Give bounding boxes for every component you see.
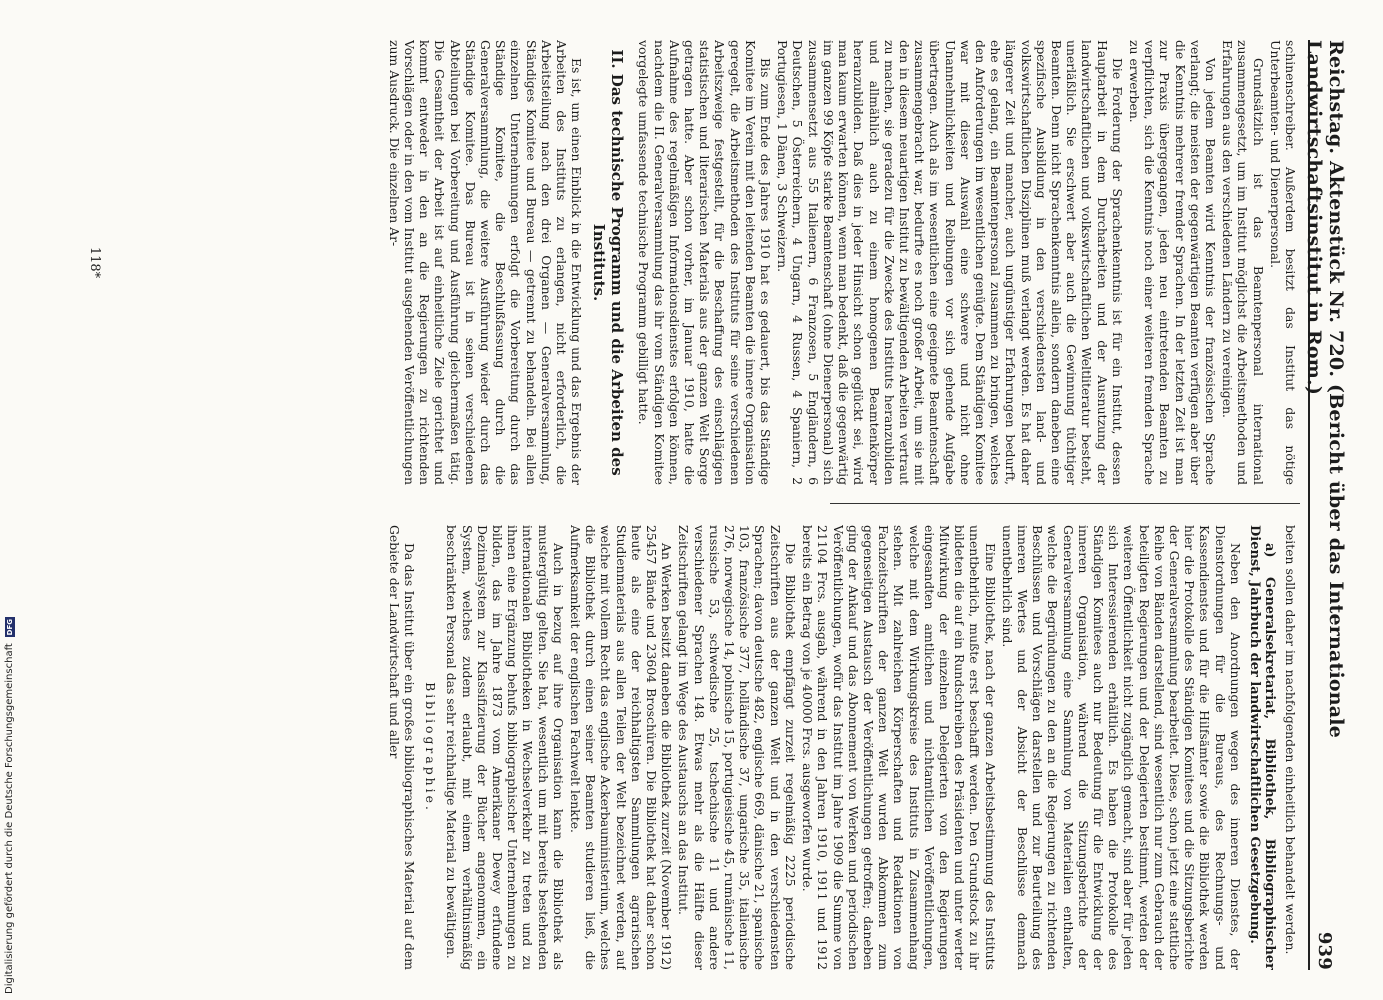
right-column bbox=[93, 525, 1298, 970]
column-divider bbox=[830, 503, 1300, 504]
left-paragraph-5: Bis zum Ende des Jahres 1910 hat es gedauert, bis das Ständige Komitee im Verein mit den leitenden Beamten die innere Organisation geregelt, die Arbeitsmethoden des Instituts für seine verschiedenen Arbeitszweige festgestellt, für die Beschaffung des einschlägigen statistischen und literarischen Materials aus der ganzen Welt Sorge getragen hatte. Aber schon vorher, im Januar 1910, hatte die Aufnahme des regelmäßigen Informationsdienstes erfolgen können, nachdem die II. Generalversammlung das ihr vom Ständigen Komitee vorgelegte umfassende technische Programm gebilligt hatte. bbox=[636, 40, 774, 485]
page-header-title: Reichstag. Aktenstück Nr. 720. (Bericht über das Internationale Landwirtschaftsinstitut in Rom.) bbox=[1303, 40, 1347, 739]
dfg-logo-icon: DFG bbox=[5, 618, 14, 636]
left-paragraph-4: Die Forderung der Sprachenkenntnis ist für ein Institut, dessen Hauptarbeit in dem Durcharbeiten und der Ausnutzung der landwirtschaftlichen und volkswirtschaftlichen Weltliteratur besteht, unerläßlich. Sie erschwert aber auch die Gewinnung tüchtiger Beamten. Denn nicht Sprachenkenntnis allein, sondern daneben eine spezifische Ausbildung in den verschiedensten land- und volkswirtschaftlichen Disziplinen muß verlangt werden. Es hat daher längerer Zeit und mancher, auch ungünstiger Erfahrungen bedurft, ehe es gelang, ein Beamtenpersonal zusammen zu bringen, welches den Anforderungen im wesentlichen genügte. Dem Ständigen Komitee war mit dieser Auswahl eine schwere und nicht ohne Unannehmlichkeiten und Reibungen vor sich gehende Aufgabe übertragen. Auch als im wesentlichen eine geeignete Beamtenschaft zusammengebracht war, bedurfte es noch großer Arbeit, um sie mit den in diesem neuartigen Institut zu bewältigenden Arbeiten vertraut zu machen, sie geradezu für die Zwecke des Instituts heranzubilden und allmählich auch zu einem homogenen Beamtenkörper heranzubilden. Daß dies in jeder Hinsicht schon geglückt sei, wird man kaum erwarten können, wenn man bedenkt, daß die gegenwärtig im ganzen 99 Köpfe starke Beamtenschaft (ohne Dienerpersonal) sich zusammensetzt aus 55 Italienern, 6 Franzosen, 5 Engländern, 6 Deutschen, 5 Österreichern, 4 Ungarn, 4 Russen, 4 Spaniern, 2 Portugiesen, 1 Dänen, 3 Schweizern. bbox=[775, 40, 1125, 485]
funding-note bbox=[4, 617, 15, 994]
right-paragraph-6: Auch in bezug auf ihre Organisation kann die Bibliothek als mustergültig gelten. Sie hat, wesentlich um mit bereits bestehenden internationalen Bibliotheken in Wechselverkehr zu treten und zu ihnen eine Ergänzung behufs bibliographischer Unternehmungen zu bilden, das im Jahre 1873 vom Amerikaner Dewey erfundene Dezimalsystem zur Klassifizierung der Bücher angenommen, ein System, welches zudem erlaubt, mit einem verhältnismäßig beschränkten Personal das sehr reichhaltige Material zu bewältigen. bbox=[444, 525, 566, 970]
page-header bbox=[1303, 40, 1347, 970]
right-paragraph-2: Neben den Anordnungen wegen des inneren Dienstes, der Dienstordnungen für die Bureaus, des Rechnungs- und Kassendienstes und für die Hilfsämter sowie die Bibliothek werden hier die Protokolle des Ständigen Komitees und die Sitzungsberichte der Generalversammlung bearbeitet. Diese, schon jetzt eine stattliche Reihe von Bänden darstellend, sind wesentlich nur zum Gebrauch der beteiligten Regierungen und der Delegierten bestimmt, werden der weiteren Öffentlichkeit nicht zugänglich gemacht, sind aber für jeden sich Interessierenden erhältlich. Es haben die Protokolle des Ständigen Komitees auch nur Bedeutung für die Entwicklung der inneren Organisation, während die Sitzungsberichte der Generalversammlung eine Sammlung von Materialien enthalten, welche die Begründungen zu den an die Regierungen zu richtenden Beschlüssen und Vorschlägen darstellen und zur Beurteilung des inneren Wertes und der Absicht der Beschlüsse demnach unentbehrlich sind. bbox=[999, 525, 1243, 970]
left-column bbox=[93, 40, 1298, 485]
left-paragraph-1: schinenschreiber. Außerdem besitzt das Institut das nötige Unterbeamten- und Dienerpersonal. bbox=[1267, 40, 1298, 485]
bibliographie-heading: Bibliographie. bbox=[423, 682, 439, 813]
left-paragraph-3: Von jedem Beamten wird Kenntnis der französischen Sprache verlangt; die meisten der gegenwärtigen Beamten verfügen aber über die Kenntnis mehrerer fremder Sprachen. In der letzten Zeit ist man zur Praxis übergegangen, jeden neu eintretenden Beamten zu verpflichten, sich die Kenntnis noch einer weiteren fremden Sprache zu erwerben. bbox=[1126, 40, 1218, 485]
footer-page-number: 118* bbox=[87, 246, 102, 279]
right-paragraph-5: An Werken besitzt daneben die Bibliothek zurzeit (November 1912) 25457 Bände und 23604 Broschüren. Die Bibliothek hat daher schon heute als eine der reichhaltigsten Sammlungen agrarischen Studienmaterials aus allen Teilen der Welt bezeichnet werden, auf welche mit vollem Recht das englische Ackerbauministerium, welches die Bibliothek durch einen seiner Beamten studieren ließ, die Aufmerksamkeit der englischen Fachwelt lenkte. bbox=[568, 525, 675, 970]
right-paragraph-1: beiten sollen daher im nachfolgenden einheitlich behandelt werden. bbox=[1283, 525, 1298, 955]
funding-note-text: Digitalisierung gefördert durch die Deutsche Forschungsgemeinschaft bbox=[4, 643, 15, 994]
right-paragraph-3: Eine Bibliothek, nach der ganzen Arbeitsbestimmung des Instituts unentbehrlich, mußte erst beschafft werden. Den Grundstock zu ihr bildeten die auf ein Rundschreiben des Präsidenten und unter werter Mitwirkung der einzelnen Delegierten von den Regierungen eingesandten amtlichen und nichtamtlichen Veröffentlichungen, welche mit dem Wirkungskreise des Instituts in Zusammenhang stehen. Mit zahlreichen Körperschaften und Redaktionen von Fachzeitschriften der ganzen Welt wurden Abkommen zum gegenseitigen Austausch der Veröffentlichungen getroffen; daneben ging der Ankauf und das Abonnement von Werken und periodischen Veröffentlichungen, wofür das Institut im Jahre 1909 die Summe von 21104 Frcs. ausgab, während in den Jahren 1910, 1911 und 1912 bereits ein Betrag von je 40000 Frcs. ausgeworfen wurde. bbox=[800, 525, 998, 970]
section-heading-ii: II. Das technische Programm und die Arbeiten des Instituts. bbox=[590, 49, 627, 476]
right-paragraph-4: Die Bibliothek empfängt zurzeit regelmäßig 2225 periodische Zeitschriften aus der ganzen Welt und in den verschiedensten Sprachen; davon deutsche 482, englische 669, dänische 21, spanische 103, französische 377, holländische 37, ungarische 35, italienische 276, norwegische 14, polnische 15, portugiesische 45, rumänische 11, russische 53, schwedische 25, tschechische 11 und andere verschiedener Sprachen 148. Etwas mehr als die Hälfte dieser Zeitschriften gelangt im Wege des Austauschs an das Institut. bbox=[676, 525, 798, 970]
rotated-page bbox=[80, 40, 1347, 970]
subsection-heading-a: a) Generalsekretariat, Bibliothek, Bibliographischer Dienst, Jahrbuch der landwirtschaftlichen Gesetzgebung. bbox=[1246, 525, 1277, 970]
left-paragraph-6: Es ist, um einen Einblick in die Entwicklung und das Ergebnis der Arbeiten des Instituts zu erlangen, nicht erforderlich, die Arbeitsteilung nach den drei Organen — Generalversammlung, Ständiges Komitee und Bureau — getrennt zu behandeln. Bei allen einzelnen Unternehmungen erfolgt die Vorbereitung durch das Ständige Komitee, die Beschlußfassung durch die Generalversammlung, die weitere Ausführung wieder durch das Ständige Komitee. Das Bureau ist in seinen verschiedenen Abteilungen bei Vorbereitung und Ausführung gleichermaßen tätig. Die Gesamtheit der Arbeit ist auf einheitliche Ziele gerichtet und kommt entweder in den an die Regierungen zu richtenden Vorschlägen oder in den vom Institut ausgehenden Veröffentlichungen zum Ausdruck. Die einzelnen Ar- bbox=[386, 40, 585, 485]
right-paragraph-7: Da das Institut über ein großes bibliographisches Material auf dem Gebiete der Landwirtschaft und aller bbox=[386, 525, 418, 970]
page-number: 939 bbox=[1314, 931, 1336, 970]
left-paragraph-2: Grundsätzlich ist das Beamtenpersonal international zusammengesetzt, um im Institut möglichst die Arbeitsmethoden und Erfahrungen aus den verschiedenen Ländern zu vereinigen. bbox=[1220, 40, 1266, 485]
